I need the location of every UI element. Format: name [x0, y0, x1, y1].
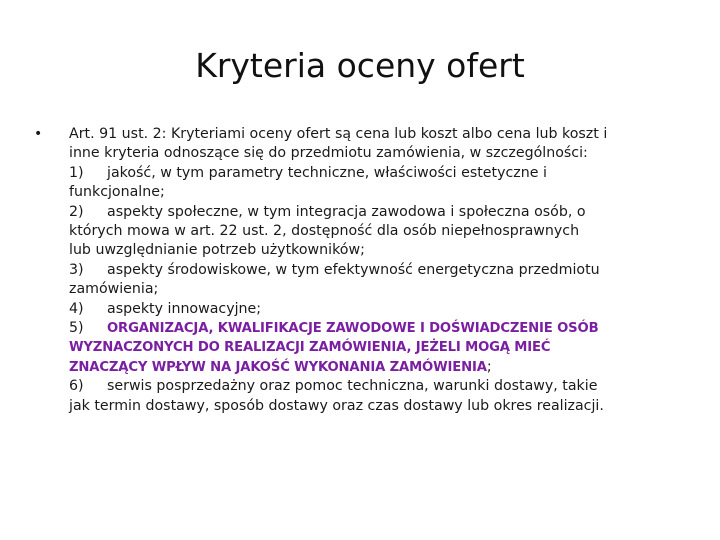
list-item — [69, 300, 684, 319]
item-number: 4) — [69, 300, 84, 317]
list-item — [69, 164, 684, 183]
item-text: których mowa w art. 22 ust. 2, dostępność dla osób niepełnosprawnych — [69, 223, 580, 240]
item-text: funkcjonalne; — [69, 184, 165, 201]
bullet-icon: • — [34, 126, 43, 142]
item-text: lub uwzględnianie potrzeb użytkowników; — [69, 242, 365, 259]
list-item — [69, 377, 684, 396]
item-number: 1) — [69, 164, 84, 181]
item-text: zamówienia; — [69, 281, 159, 298]
slide-body — [34, 125, 684, 416]
emphasized-text: WYZNACZONYCH DO REALIZACJI ZAMÓWIENIA, JEŻELI MOGĄ MIEĆ — [69, 340, 551, 356]
item-text: aspekty środowiskowe, w tym efektywność energetyczna przedmiotu — [107, 261, 600, 278]
emphasized-text: ORGANIZACJA, KWALIFIKACJE ZAWODOWE I DOŚWIADCZENIE OSÓB — [107, 321, 599, 337]
item-number: 3) — [69, 261, 84, 278]
bullet-item — [34, 125, 684, 416]
item-number: 2) — [69, 203, 84, 220]
intro-line: inne kryteria odnoszące się do przedmiotu zamówienia, w szczególności: — [69, 145, 588, 162]
list-item — [69, 261, 684, 280]
item-text: aspekty innowacyjne; — [107, 300, 262, 317]
item-number: 6) — [69, 378, 84, 395]
item-text: jakość, w tym parametry techniczne, właściwości estetyczne i — [107, 164, 547, 181]
list-item — [69, 319, 684, 338]
slide-title: Kryteria oceny ofert — [195, 46, 525, 85]
item-text: jak termin dostawy, sposób dostawy oraz czas dostawy lub okres realizacji. — [69, 397, 604, 414]
item-number: 5) — [69, 320, 84, 337]
item-suffix: ; — [486, 358, 492, 375]
emphasized-text: ZNACZĄCY WPŁYW NA JAKOŚĆ WYKONANIA ZAMÓWIENIA — [69, 359, 487, 375]
item-text — [69, 358, 684, 377]
item-text: serwis posprzedażny oraz pomoc techniczna, warunki dostawy, takie — [107, 378, 598, 395]
intro-line: Art. 91 ust. 2: Kryteriami oceny ofert są cena lub koszt albo cena lub koszt i — [69, 126, 608, 142]
item-text: aspekty społeczne, w tym integracja zawodowa i społeczna osób, o — [107, 203, 586, 220]
list-item — [69, 203, 684, 222]
